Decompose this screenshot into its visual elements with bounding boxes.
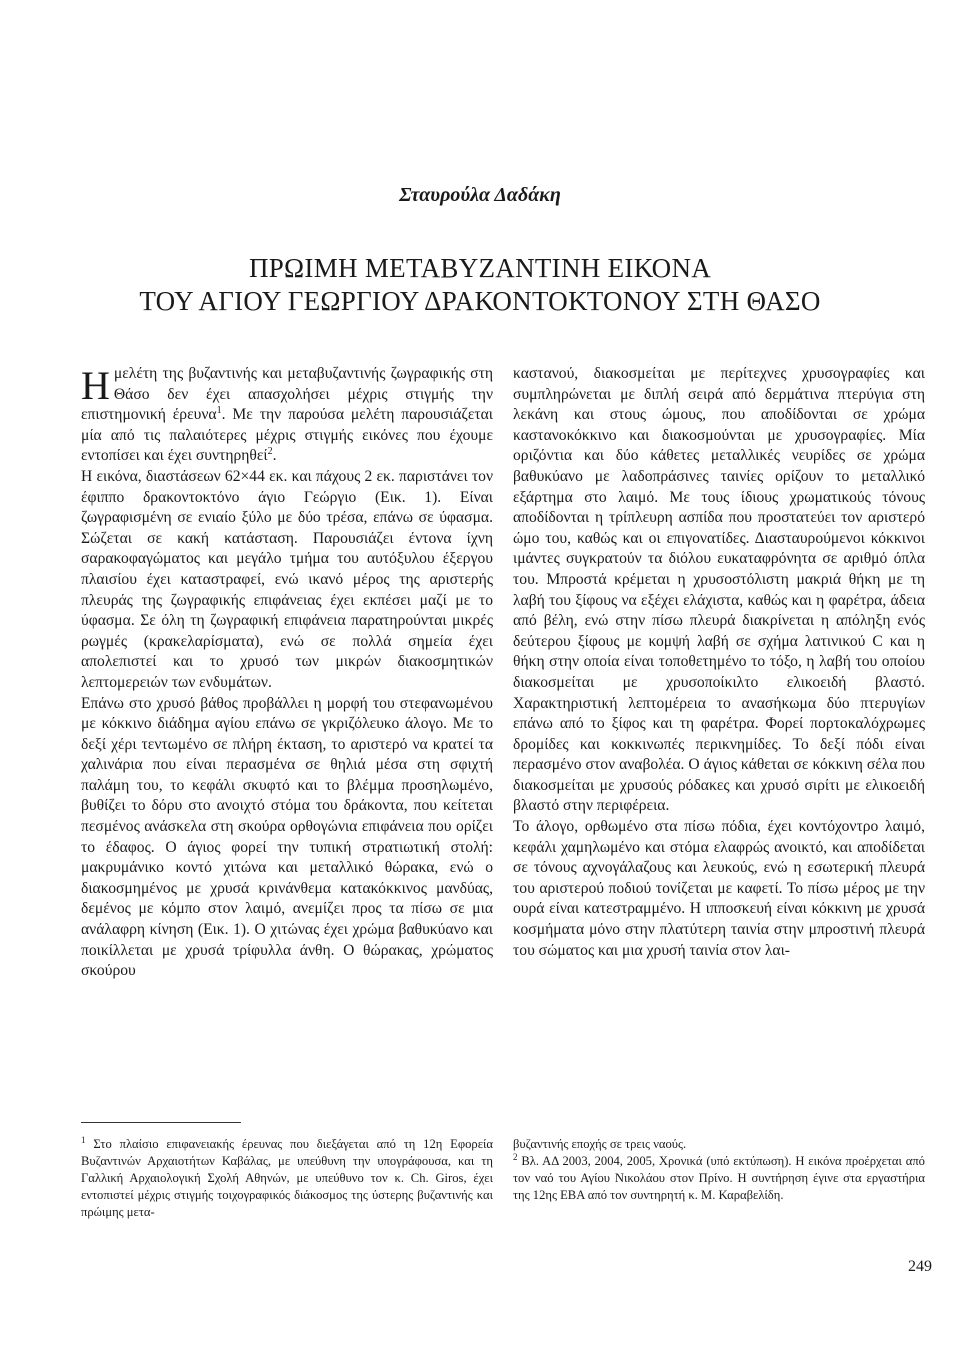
- footnote-ref-1: 1: [216, 405, 222, 416]
- paragraph-1-text-b: . Με την παρούσα μελέτη παρουσιάζεται μία από τις παλαιότερες μέχρις στιγμής εικόνες που έχουμε εντοπίσει και έχει συντηρηθεί: [81, 406, 494, 465]
- page-number: 249: [908, 1258, 932, 1275]
- paragraph-1: [81, 364, 493, 467]
- title-line-1: ΠΡΩΙΜΗ ΜΕΤΑΒΥΖΑΝΤΙΝΗ ΕΙΚΟΝΑ: [248, 253, 712, 283]
- paragraph-1-text-c: .: [272, 447, 277, 465]
- body-column-right: [513, 364, 925, 961]
- footnote-2: [513, 1153, 925, 1204]
- paragraph-1-text-a: μελέτη της βυζαντινής και μεταβυζαντινής ζωγραφικής στη Θάσο δεν έχει απασχολήσει μέχρις στιγμής την επιστημονική έρευνα: [81, 365, 493, 424]
- body-column-left: [81, 364, 493, 982]
- footnote-1-text: Στο πλαίσιο επιφανειακής έρευνας που διεξάγεται από τη 12η Εφορεία Βυζαντινών Αρχαιοτήτων Καβάλας, με υπεύθυνη την υπογράφουσα, και τη Γαλλική Αρχαιολογική Σχολή Αθηνών, με υπεύθυνο τον κ. Ch. Giros, έχει εντοπιστεί μέχρις στιγμής τοιχογραφικός διάκοσμος της ύστερης βυζαντινής και πρώιμης μετα-: [81, 1137, 493, 1219]
- paragraph-3: Επάνω στο χρυσό βάθος προβάλλει η μορφή του στεφανωμένου με κόκκινο διάδημα αγίου επάνω σε γκριζόλευκο άλογο. Με το δεξί χέρι τεντωμένο σε πλήρη έκταση, το αριστερό να κρατεί τα χαλινάρια που είναι περασμένα σε θηλιά μέσα στη σφιχτή παλάμη του, το κεφάλι σκυφτό και το βλέμμα προσηλωμένο, βυθίζει το δόρυ στο ανοιχτό στόμα του δράκοντα, που κείτεται πεσμένος ανάσκελα στη σκούρα ορθογώνια επιφάνεια που ορίζει το έδαφος. Ο άγιος φορεί την τυπική στρατιωτική στολή: μακρυμάνικο κοντό χιτώνα και μεταλλικό θώρακα, ενώ ο διακοσμημένος με χρυσά κρινάνθεμα κατακόκκινος μανδύας, δεμένος με κόμπο στον λαιμό, ανεμίζει προς τα πίσω σε μια ανάλαφρη κίνηση (Εικ. 1). Ο χιτώνας έχει χρώμα βαθυκύανο και ποικίλλεται με χρυσά τρίφυλλα άνθη. Ο θώρακας, χρώματος σκούρου: [81, 694, 493, 980]
- article-title: [0, 252, 960, 318]
- footnote-ref-2: 2: [267, 446, 273, 458]
- footnote-divider: [81, 1122, 241, 1123]
- paragraph-2: Η εικόνα, διαστάσεων 62×44 εκ. και πάχους 2 εκ. παριστάνει τον έφιππο δρακοντοκτόνο άγιο Γεώργιο (Εικ. 1). Είναι ζωγραφισμένη σε ενιαίο ξύλο με δύο τρέσα, επάνω σε ύφασμα. Σώζεται σε κακή κατάσταση. Παρουσιάζει έντονα ίχνη σαρακοφαγώματος και μεγάλο τμήμα του αυτόξυλου έξεργου πλαισίου έχει καταστραφεί, ενώ ικανό μέρος της αριστερής πλευράς της ζωγραφικής επιφάνειας έχει εκπέσει μαζί με το ύφασμα. Σε όλη τη ζωγραφική επιφάνεια παρατηρούνται μικρές ρωγμές (κρακελαρίσματα), ενώ σε πολλά σημεία έχει απολεπιστεί και το χρυσό των μικρών διακοσμητικών λεπτομερειών των ενδυμάτων.: [81, 467, 493, 691]
- footnotes-right: [513, 1136, 925, 1204]
- footnote-1: [81, 1136, 493, 1221]
- footnote-1-continued: βυζαντινής εποχής σε τρεις ναούς.: [513, 1137, 687, 1151]
- title-line-2: ΤΟΥ ΑΓΙΟΥ ΓΕΩΡΓΙΟΥ ΔΡΑΚΟΝΤΟΚΤΟΝΟΥ ΣΤΗ ΘΑΣΟ: [139, 286, 821, 316]
- footnote-2-number: 2: [513, 1151, 518, 1162]
- author-name: Σταυρούλα Δαδάκη: [399, 184, 561, 206]
- footnote-2-text: Βλ. ΑΔ 2003, 2004, 2005, Χρονικά (υπό εκτύπωση). Η εικόνα προέρχεται από τον ναό του Αγίου Νικολάου στον Πρίνο. Η συντήρηση έγινε στα εργαστήρια της 12ης ΕΒΑ από τον συντηρητή κ. Μ. Καραβελίδη.: [513, 1154, 925, 1202]
- footnotes-left: [81, 1136, 493, 1221]
- drop-cap: Η: [81, 363, 110, 408]
- footnote-1-number: 1: [81, 1134, 86, 1145]
- paragraph-5: Το άλογο, ορθωμένο στα πίσω πόδια, έχει κοντόχοντρο λαιμό, κεφάλι χαμηλωμένο και στόμα ελαφρώς ανοικτό, και αποδίδεται σε τόνους αχνογάλαζους και λευκούς, ενώ η εσωτερική πλευρά του αριστερού ποδιού τονίζεται με καφετί. Το πίσω μέρος με την ουρά είναι κατεστραμμένο. Η ιπποσκευή είναι κόκκινη με χρυσά κοσμήματα μόνο στην πλατύτερη ταινία στην μπροστινή πλευρά του σώματος και μια χρυσή ταινία στον λαι-: [513, 818, 925, 959]
- paragraph-4: καστανού, διακοσμείται με περίτεχνες χρυσογραφίες και συμπληρώνεται με διπλή σειρά από δερμάτινα πτερύγια στη λεκάνη και στους ώμους, που αποδίδονται σε χρώμα καστανοκόκκινο και διακοσμούνται με χρυσογραφίες. Μία οριζόντια και δύο κάθετες μεταλλικές νευρίδες σε χρώμα βαθυκύανο με λαδοπράσινες ταινίες ορίζουν το μεταλλικό εξάρτημα στο λαιμό. Με τους ίδιους χρωματικούς τόνους αποδίδονται η τρίπλευρη ασπίδα που προστατεύει τον αριστερό ώμο του, καθώς και οι επιγονατίδες. Διασταυρούμενοι κόκκινοι ιμάντες συγκρατούν τα διόλου ευκαταφρόνητα σε αριθμό όπλα του. Μπροστά κρέμεται η χρυσοστόλιστη μακριά θήκη με τη λαβή του ξίφους να εξέχει ελάχιστα, καθώς και η φαρέτρα, άδεια από βέλη, ενώ στην πίσω πλευρά διακρίνεται η απόληξη ενός δεύτερου ξίφους με κομψή λαβή σε σχήμα λατινικού C και η θήκη στην οποία είναι τοποθετημένο το τόξο, η λαβή του οποίου διακοσμείται με χρυσοποίκιλτο ελικοειδή βλαστό. Χαρακτηριστική λεπτομέρεια το ανασήκωμα δύο πτερυγίων επάνω από το ξίφος και τη φαρέτρα. Φορεί πορτοκαλόχρωμες δρομίδες και κοκκινωπές περικνημίδες. Το δεξί πόδι είναι περασμένο στον αναβολέα. Ο άγιος κάθεται σε κόκκινη σέλα που διακοσμείται με χρυσούς ρόδακες και χρυσό σιρίτι με ελικοειδή βλαστό στην περιφέρεια.: [513, 365, 925, 815]
